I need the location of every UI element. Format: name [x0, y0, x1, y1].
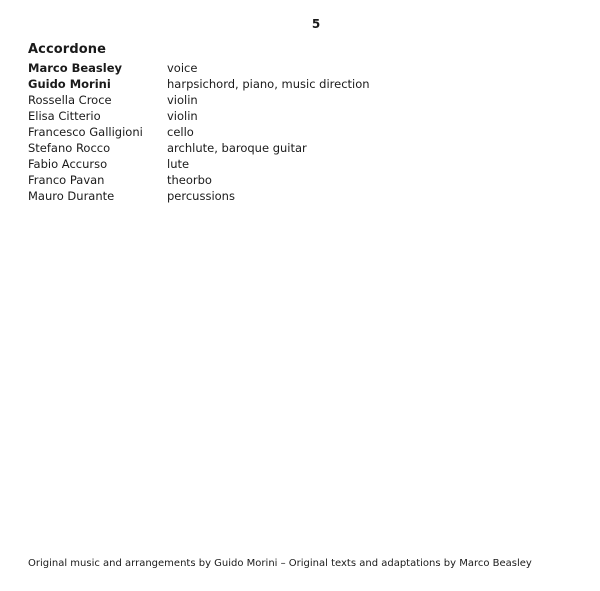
performer-role: harpsichord, piano, music direction	[167, 77, 370, 91]
performer-role: percussions	[167, 189, 235, 203]
page-number: 5	[311, 17, 321, 31]
performer-role: lute	[167, 157, 190, 171]
performer-role: archlute, baroque guitar	[167, 141, 307, 155]
roster-row	[28, 172, 417, 188]
roster-row	[28, 60, 417, 76]
credits-footer: Original music and arrangements by Guido Morini – Original texts and adaptations by Marco Beasley	[28, 558, 532, 569]
performer-role: cello	[167, 125, 194, 139]
roster-row	[28, 76, 417, 92]
performer-name: Mauro Durante	[28, 189, 115, 203]
performer-name: Stefano Rocco	[28, 141, 111, 155]
performer-name: Guido Morini	[28, 77, 111, 91]
performer-name: Marco Beasley	[28, 61, 123, 75]
performer-roster	[28, 60, 417, 204]
roster-row	[28, 108, 417, 124]
performer-name: Rossella Croce	[28, 93, 112, 107]
performer-role: theorbo	[167, 173, 212, 187]
ensemble-title: Accordone	[28, 42, 107, 57]
performer-name: Franco Pavan	[28, 173, 105, 187]
performer-name: Fabio Accurso	[28, 157, 108, 171]
roster-row	[28, 92, 417, 108]
roster-row	[28, 188, 417, 204]
roster-row	[28, 140, 417, 156]
performer-role: violin	[167, 93, 198, 107]
performer-role: voice	[167, 61, 198, 75]
performer-role: violin	[167, 109, 198, 123]
roster-row	[28, 156, 417, 172]
performer-name: Francesco Galligioni	[28, 125, 143, 139]
roster-row	[28, 124, 417, 140]
performer-name: Elisa Citterio	[28, 109, 101, 123]
